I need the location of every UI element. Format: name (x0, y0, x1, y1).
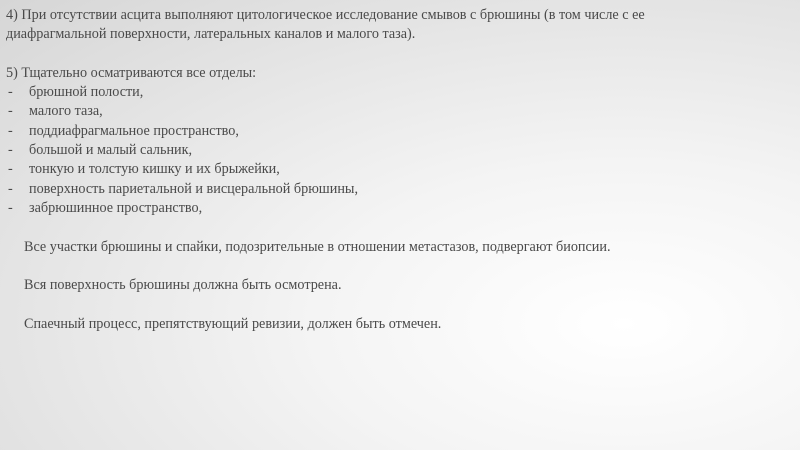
bullet-dash: - (8, 199, 13, 216)
bullet-dash: - (8, 84, 13, 101)
list-item-text: малого таза, (29, 103, 103, 120)
spacer (6, 295, 786, 314)
list-item (6, 160, 786, 179)
bullet-dash: - (8, 180, 13, 197)
note-adhesion: Спаечный процесс, препятствующий ревизии, должен быть отмечен. (24, 315, 442, 332)
list-item-text: поверхность париетальной и висцеральной брюшины, (29, 180, 358, 197)
list-item (6, 180, 786, 199)
list-item (6, 122, 786, 141)
list-item (6, 199, 786, 218)
list-item (6, 102, 786, 121)
note-biopsy: Все участки брюшины и спайки, подозрительные в отношении метастазов, подвергают биопсии. (24, 238, 611, 255)
bullet-dash: - (8, 103, 13, 120)
bullet-dash: - (8, 122, 13, 139)
spacer (6, 45, 786, 64)
list-item-text: брюшной полости, (29, 84, 144, 101)
inspection-list (6, 83, 786, 218)
paragraph-4-line-1: 4) При отсутствии асцита выполняют цитологическое исследование смывов с брюшины (в том числе с ее (6, 7, 645, 23)
list-item-text: большой и малый сальник, (29, 142, 193, 159)
spacer (6, 218, 786, 237)
note-surface: Вся поверхность брюшины должна быть осмотрена. (24, 277, 342, 294)
paragraph-5-heading: 5) Тщательно осматриваются все отделы: (6, 64, 257, 81)
spacer (6, 257, 786, 276)
list-item (6, 141, 786, 160)
bullet-dash: - (8, 142, 13, 159)
paragraph-4-line-2: диафрагмальной поверхности, латеральных каналов и малого таза). (6, 26, 416, 43)
slide-text-body (6, 6, 786, 334)
list-item-text: поддиафрагмальное пространство, (29, 122, 239, 139)
list-item-text: забрюшинное пространство, (29, 199, 203, 216)
bullet-dash: - (8, 161, 13, 178)
list-item-text: тонкую и толстую кишку и их брыжейки, (29, 161, 280, 178)
list-item (6, 83, 786, 102)
